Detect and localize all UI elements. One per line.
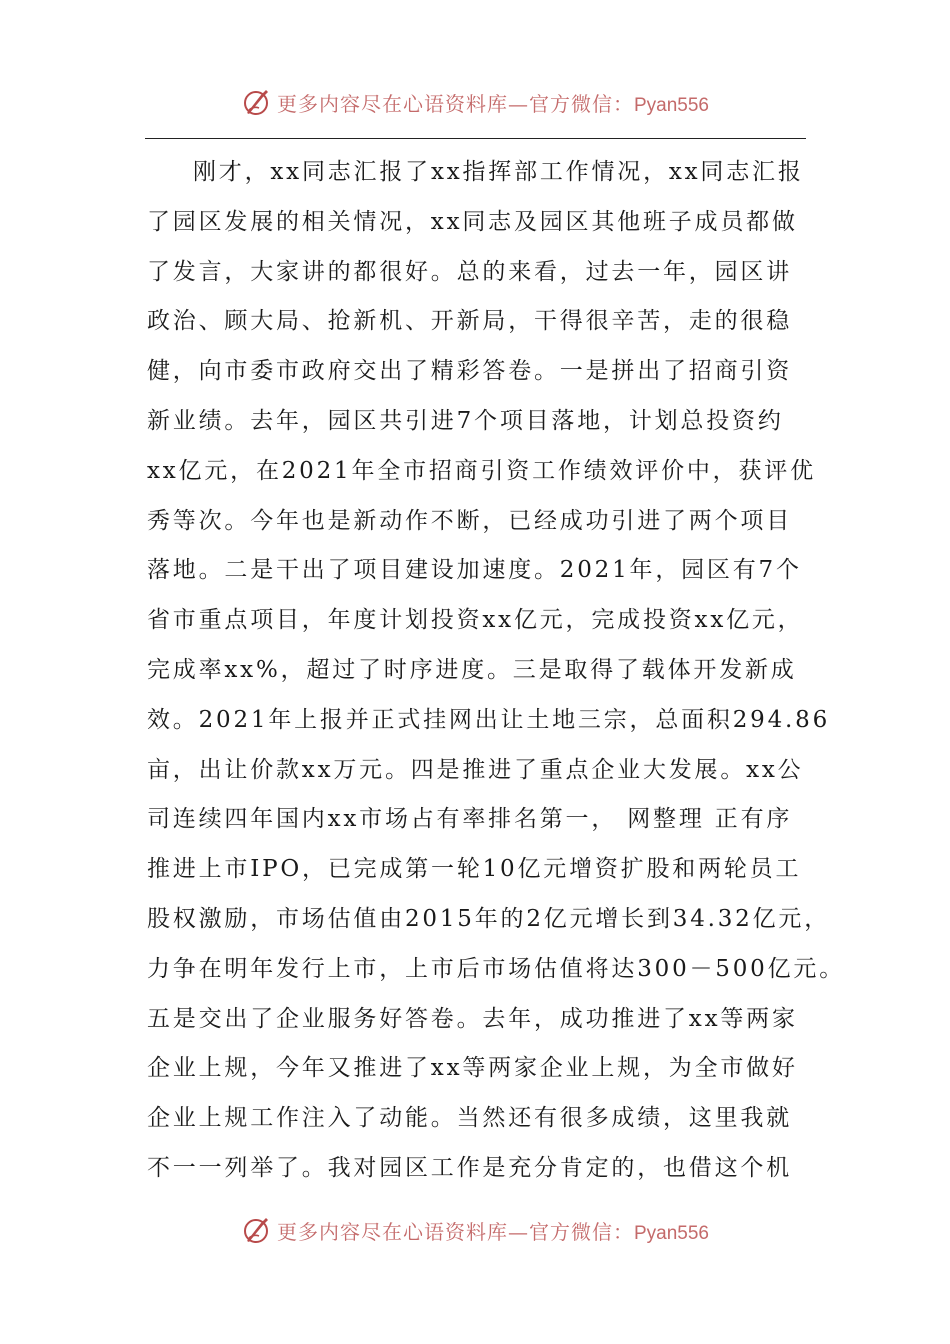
header-watermark [0, 80, 950, 124]
header-watermark-handle: Pyan556 [633, 94, 709, 116]
pen-nib-logo-icon [241, 1214, 273, 1246]
body-line: 秀等次。今年也是新动作不断，已经成功引进了两个项目 [147, 507, 792, 534]
body-line: 力争在明年发行上市，上市后市场估值将达300－500亿元。 [147, 955, 845, 982]
body-line: 司连续四年国内xx市场占有率排名第一， 网整理 正有序 [147, 806, 793, 833]
document-body [147, 148, 845, 1194]
header-watermark-text: 更多内容尽在心语资料库—官方微信：Pyan556 [276, 91, 709, 116]
body-line: 政治、顾大局、抢新机、开新局，干得很辛苦，走的很稳 [147, 308, 792, 335]
header-divider [145, 138, 806, 139]
footer-watermark-text: 更多内容尽在心语资料库—官方微信：Pyan556 [276, 1219, 709, 1244]
body-line: 推进上市IPO，已完成第一轮10亿元增资扩股和两轮员工 [147, 856, 802, 883]
footer-watermark [0, 1208, 950, 1252]
body-line: 刚才，xx同志汇报了xx指挥部工作情况，xx同志汇报 [193, 159, 804, 185]
body-line: 省市重点项目，年度计划投资xx亿元，完成投资xx亿元， [147, 607, 804, 634]
body-line: 亩，出让价款xx万元。四是推进了重点企业大发展。xx公 [147, 756, 804, 783]
body-line: 了园区发展的相关情况，xx同志及园区其他班子成员都做 [147, 208, 798, 235]
body-line: 完成率xx%，超过了时序进度。三是取得了载体开发新成 [147, 656, 797, 683]
footer-watermark-handle: Pyan556 [633, 1222, 709, 1244]
pen-nib-logo-icon [241, 86, 273, 118]
body-line: xx亿元，在2021年全市招商引资工作绩效评价中，获评优 [147, 457, 816, 484]
body-line: 五是交出了企业服务好答卷。去年，成功推进了xx等两家 [147, 1005, 798, 1032]
body-line: 健，向市委市政府交出了精彩答卷。一是拼出了招商引资 [147, 358, 792, 385]
body-line: 落地。二是干出了项目建设加速度。2021年，园区有7个 [147, 557, 802, 584]
body-line: 了发言，大家讲的都很好。总的来看，过去一年，园区讲 [147, 258, 792, 285]
body-line: 不一一列举了。我对园区工作是充分肯定的，也借这个机 [147, 1154, 792, 1181]
body-line: 效。2021年上报并正式挂网出让土地三宗，总面积294.86 [147, 706, 831, 733]
body-line: 企业上规工作注入了动能。当然还有很多成绩，这里我就 [147, 1105, 792, 1132]
body-line: 企业上规，今年又推进了xx等两家企业上规，为全市做好 [147, 1055, 798, 1082]
body-line: 股权激励，市场估值由2015年的2亿元增长到34.32亿元， [147, 905, 831, 932]
body-line: 新业绩。去年，园区共引进7个项目落地，计划总投资约 [147, 407, 784, 434]
